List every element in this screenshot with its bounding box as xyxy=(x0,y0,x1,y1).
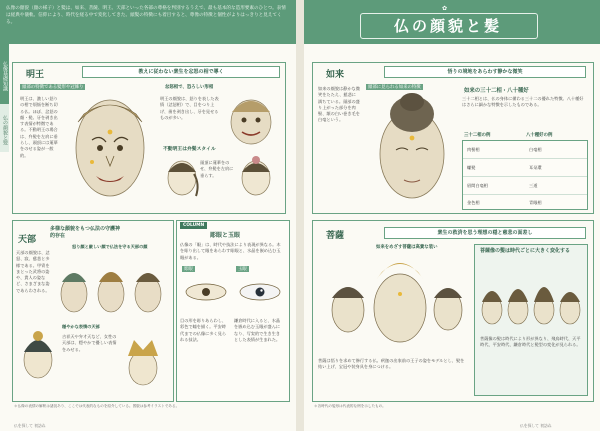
fudo-head-illustration-2 xyxy=(236,154,276,198)
table-row xyxy=(463,159,587,177)
column-eye-illustration-a xyxy=(182,274,230,310)
myoo-fierce-face-illustration xyxy=(224,92,278,146)
table-cell: 眉間白毫相 xyxy=(467,183,488,188)
title-ornament-icon: ✿ xyxy=(442,5,448,12)
bosatsu-main-illustration xyxy=(318,250,468,354)
myoo-heading: 明王 xyxy=(26,70,45,80)
table-cell: 耳朶環 xyxy=(529,165,542,170)
nyorai-subtitle: 悟りの境地をあらわす静かな微笑 xyxy=(384,66,586,78)
nyorai-body-left: 如来の顔貌は静かな微笑をたたえ、慈悲に満ちている。頭部の盛り上がった部分を肉髻、額の白い巻き毛を白毫という。 xyxy=(318,86,360,123)
table-cell: 肉髻相 xyxy=(467,147,480,152)
page-gutter xyxy=(296,0,304,431)
myoo-caption-left: 頭部の特徴である髪形や冠飾り xyxy=(22,85,84,90)
column-label-a: 彫眼 xyxy=(184,267,193,272)
intro-text: 仏像の顔貌（顔の様子）と髪は、如来、菩薩、明王、天部といった各部の尊格を判別するうえで、最も基本的な造形要素のひとつ。表情は経典や儀軌、信仰により、時代を経る中で変化してきた。頭髪の特徴にも着目すると、尊像の特徴と個性がよりはっきりと見えてくる。 xyxy=(6,6,286,26)
tenbu-body: 天部の顔貌は、忿怒、寂、慈悲と多様である。甲冑をまとった武将の姿や、貴人の姿など、さまざまな姿であらわされる。 xyxy=(16,250,50,293)
nyorai-table-left-title: 三十二相の例 xyxy=(464,133,491,138)
footer-left: 仏を探して 初訪ね xyxy=(14,423,46,428)
fudo-note: 頭頂に蓮華をのせ、弁髪を左肩に垂らす。 xyxy=(200,160,234,178)
myoo-caption-right: 忿怒相で、恐ろしい形相 xyxy=(165,85,214,90)
nyorai-table-right-title: 八十種好の例 xyxy=(526,133,553,138)
tenbu-sub-body: 吉祥天や弁才天など、女性の天部は、穏やかで優しい表情をみせる。 xyxy=(62,334,117,352)
bosatsu-era-body: 菩薩像の髪は時代により形が異なり、飛鳥時代、天平時代、平安時代、鎌倉時代と髪型の変化が見られる。 xyxy=(480,336,581,348)
footer-notes-left: ＊仏像の表情の解釈は諸説あり、ここでは代表的なものを紹介している。図版は参考イラストである。 xyxy=(14,404,180,408)
bosatsu-body: 菩薩は悟りを求めて修行する仏。釈迦の出家前の王子の姿をモデルとし、髪を結い上げ、宝冠や装身具を身につける。 xyxy=(318,358,465,370)
nyorai-heading: 如来 xyxy=(326,70,345,80)
tenbu-heading: 天部 xyxy=(18,235,37,245)
fudo-label: 不動明王は弁髪スタイル xyxy=(163,147,216,152)
tenbu-subtitle: 多様な顔貌をもつ仏法の守護神的存在 xyxy=(50,226,121,239)
column-tag: COLUMN xyxy=(180,222,207,229)
column-label-b: 玉眼 xyxy=(238,267,247,272)
column-eye-illustration-b xyxy=(236,274,284,310)
footer-notes-right: ＊各時代の髪形は代表的な例を示したもの。 xyxy=(314,404,386,408)
table-row xyxy=(463,177,587,195)
column-body: 仏像の「眼」は、時代や技法により表現が異なる。木を彫り出して眼をあらわす彫眼と、水晶を嵌め込む玉眼がある。 xyxy=(180,242,281,260)
myoo-body-right: 明王の顔貌は、怒りを表した表情（忿怒相）で、目をつり上げ、歯を剥き出し、牙を見せるものが多い。 xyxy=(160,96,219,120)
side-tab-primary[interactable]: 仏像基礎知識 xyxy=(0,44,9,104)
myoo-body-left: 明王は、激しい怒りの相で煩悩を断ち切る仏。ほぼ、忿怒の顔・髪。牙を剥き出す表情が特徴である。不動明王の場合は、弁髪を左肩に垂らし、頭頂には蓮華をのせる姿が一般的。 xyxy=(20,96,58,158)
side-tab-secondary[interactable]: 仏の顔貌と髪 xyxy=(0,104,9,152)
myoo-illustration xyxy=(62,92,158,208)
nyorai-caption: 頭部に見られる如来の特徴 xyxy=(368,85,421,90)
tenbu-caption: 怒り顔と厳しい顔で仏法を守る天部の顔 xyxy=(72,244,148,249)
column-text-a: 目の形を彫りあらわし、彩色で瞳を描く。平安時代までの仏像に多く見られる技法。 xyxy=(180,318,227,342)
tenbu-female-illustration xyxy=(18,320,58,390)
table-row xyxy=(463,195,587,211)
bosatsu-heading: 菩薩 xyxy=(326,231,345,241)
bosatsu-subtitle: 衆生の救済を思う理想の穏と慈悲の面差し xyxy=(384,227,586,239)
nyorai-illustration xyxy=(366,92,458,208)
table-cell: 金色相 xyxy=(467,200,480,205)
bosatsu-caption: 如来をめざす菩薩は高貴な装い xyxy=(376,245,438,250)
tenbu-face-illustrations xyxy=(56,260,168,320)
tenbu-crowned-illustration xyxy=(120,330,166,392)
table-cell: 青眼相 xyxy=(529,200,542,205)
nyorai-feature-body: 三十二相とは、仏の身体に備わる三十二の優れた特徴。八十種好はさらに細かな特徴を示したものである。 xyxy=(462,96,584,108)
footer-right: 仏を探して 初訪ね xyxy=(520,423,552,428)
column-title: 彫眼と玉眼 xyxy=(210,232,241,239)
tenbu-sub-caption: 穏やかな表情の天部 xyxy=(62,324,100,329)
nyorai-feature-table xyxy=(462,140,588,210)
nyorai-feature-title: 如来の三十二相・八十種好 xyxy=(464,88,529,94)
column-text-b: 鎌倉時代に入ると、水晶を嵌め込む玉眼が盛んになり、写実的で生き生きとした表情が生まれた。 xyxy=(234,318,281,342)
table-cell: 三道 xyxy=(529,183,538,188)
page-title: 仏の顔貌と髪 xyxy=(393,17,502,35)
myoo-subtitle: 教えに従わない衆生を忿怒の相で導く xyxy=(82,66,280,78)
table-row xyxy=(463,141,587,159)
table-cell: 白毫相 xyxy=(529,147,542,152)
bosatsu-era-title: 菩薩像の髪は時代ごとに大きく変化する xyxy=(480,248,571,254)
table-cell: 螺髪 xyxy=(467,165,476,170)
bosatsu-era-illustrations xyxy=(478,266,582,332)
fudo-head-illustration-1 xyxy=(162,154,202,198)
